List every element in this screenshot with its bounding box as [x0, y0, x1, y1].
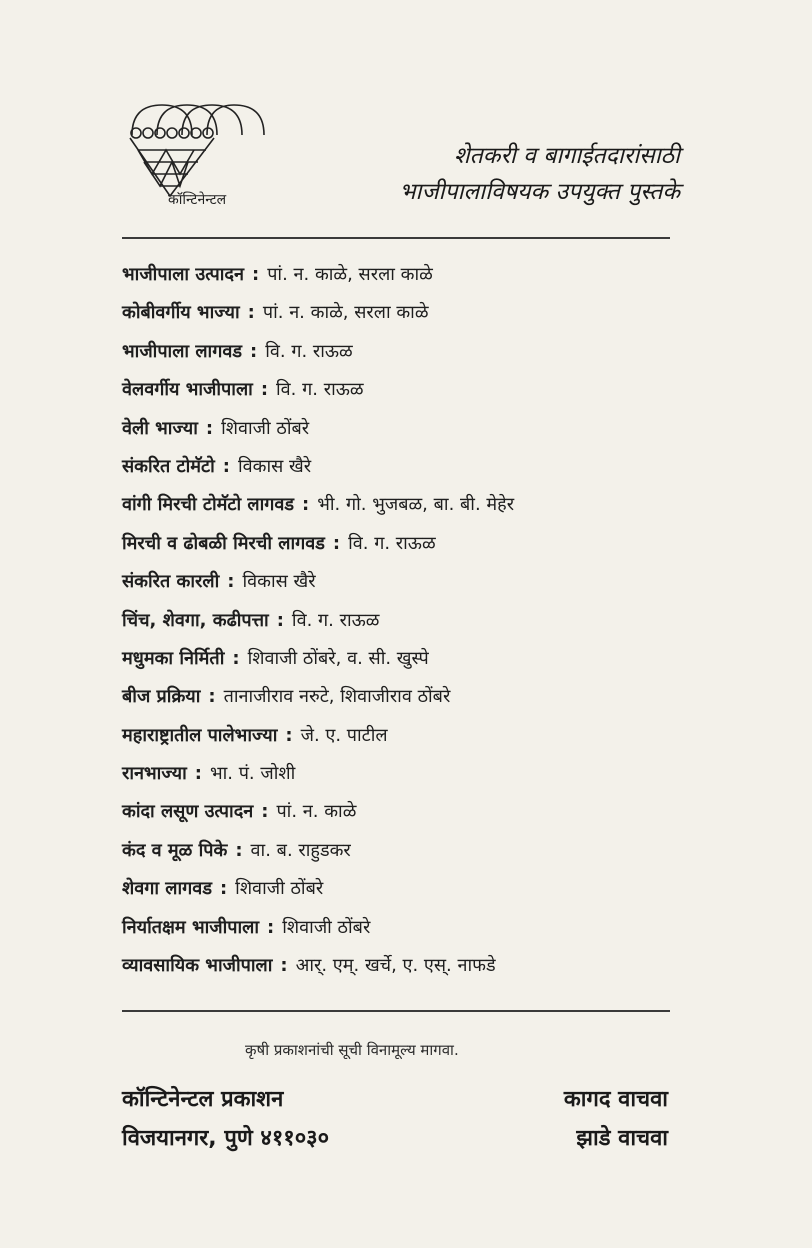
list-item	[122, 486, 682, 524]
book-author: आर्. एम्. खर्चे, ए. एस्. नाफडे	[295, 955, 496, 977]
heading-line-1: शेतकरी व बागाईतदारांसाठी	[454, 143, 680, 169]
book-author: वि. ग. राऊळ	[265, 340, 353, 362]
book-author: तानाजीराव नरुटे, शिवाजीराव ठोंबरे	[223, 686, 451, 708]
book-author: वा. ब. राहुडकर	[250, 839, 351, 861]
separator: :	[276, 609, 284, 631]
book-list	[122, 256, 682, 985]
list-item	[122, 717, 682, 755]
heading-line-2: भाजीपालाविषयक उपयुक्त पुस्तके	[399, 179, 680, 205]
book-title: वांगी मिरची टोमॅटो लागवड	[122, 494, 295, 516]
list-item	[122, 333, 682, 371]
book-title: मिरची व ढोबळी मिरची लागवड	[122, 532, 325, 554]
book-author: भा. पं. जोशी	[209, 763, 296, 785]
separator: :	[267, 916, 275, 938]
separator: :	[332, 532, 341, 554]
list-item	[122, 755, 682, 793]
book-title: व्यावसायिक भाजीपाला	[122, 955, 273, 977]
list-item	[122, 371, 682, 409]
separator: :	[250, 340, 258, 362]
list-item	[122, 678, 682, 716]
book-author: शिवाजी ठोंबरे, व. सी. खुस्पे	[247, 647, 429, 669]
book-title: कोबीवर्गीय भाज्या	[122, 302, 240, 324]
book-title: महाराष्ट्रातील पालेभाज्या	[122, 724, 278, 746]
book-author: विकास खैरे	[242, 571, 316, 593]
separator: :	[235, 839, 243, 861]
catalogue-note: कृषी प्रकाशनांची सूची विनामूल्य मागवा.	[245, 1041, 459, 1059]
list-item	[122, 793, 682, 831]
separator: :	[260, 379, 269, 401]
page-heading	[340, 138, 680, 210]
separator: :	[247, 302, 255, 324]
separator: :	[205, 417, 214, 439]
book-title: बीज प्रक्रिया	[122, 686, 201, 708]
book-author: वि. ग. राऊळ	[291, 609, 380, 631]
book-title: संकरित टोमॅटो	[122, 455, 215, 477]
list-item	[122, 410, 682, 448]
separator: :	[194, 763, 202, 785]
separator: :	[302, 494, 310, 516]
book-title: मधुमका निर्मिती	[122, 647, 225, 669]
book-title: रानभाज्या	[122, 763, 187, 785]
book-author: जे. ए. पाटील	[300, 724, 388, 746]
list-item	[122, 909, 682, 947]
separator: :	[251, 264, 260, 285]
book-title: संकरित कारली	[122, 571, 220, 593]
bottom-divider	[122, 1010, 670, 1012]
separator: :	[227, 571, 235, 593]
list-item	[122, 256, 682, 294]
book-author: पां. न. काळे, सरला काळे	[262, 302, 429, 324]
separator: :	[285, 724, 293, 746]
slogan-save-trees: झाडे वाचवा	[576, 1126, 668, 1151]
book-author: शिवाजी ठोंबरे	[235, 878, 324, 900]
separator: :	[232, 647, 240, 669]
list-item	[122, 563, 682, 601]
list-item	[122, 294, 682, 332]
book-author: शिवाजी ठोंबरे	[282, 916, 371, 938]
separator: :	[222, 455, 230, 477]
book-author: वि. ग. राऊळ	[348, 532, 436, 554]
book-title: भाजीपाला लागवड	[122, 340, 242, 362]
book-title: कांदा लसूण उत्पादन	[122, 801, 254, 823]
list-item	[122, 602, 682, 640]
book-title: निर्यातक्षम भाजीपाला	[122, 916, 260, 938]
list-item	[122, 947, 682, 985]
separator: :	[280, 955, 288, 977]
separator: :	[261, 801, 269, 823]
book-title: वेली भाज्या	[122, 417, 198, 439]
book-title: शेवगा लागवड	[122, 878, 212, 900]
list-item	[122, 525, 682, 563]
book-author: विकास खैरे	[237, 455, 312, 477]
list-item	[122, 448, 682, 486]
list-item	[122, 640, 682, 678]
book-author: पां. न. काळे	[276, 801, 357, 823]
separator: :	[219, 878, 228, 900]
book-author: भी. गो. भुजबळ, बा. बी. मेहेर	[317, 494, 515, 516]
publisher-name: कॉन्टिनेन्टल प्रकाशन	[122, 1087, 284, 1112]
book-title: भाजीपाला उत्पादन	[122, 264, 244, 285]
book-title: वेलवर्गीय भाजीपाला	[122, 379, 253, 401]
separator: :	[208, 686, 216, 708]
book-author: पां. न. काळे, सरला काळे	[267, 264, 433, 285]
book-title: चिंच, शेवगा, कढीपत्ता	[122, 609, 269, 631]
publisher-address: विजयानगर, पुणे ४११०३०	[122, 1126, 330, 1151]
list-item	[122, 870, 682, 908]
slogan-save-paper: कागद वाचवा	[563, 1087, 668, 1112]
logo-caption: कॉन्टिनेन्टल	[168, 192, 227, 208]
list-item	[122, 832, 682, 870]
book-title: कंद व मूळ पिके	[122, 839, 228, 861]
book-author: वि. ग. राऊळ	[276, 379, 364, 401]
top-divider	[122, 237, 670, 239]
book-author: शिवाजी ठोंबरे	[221, 417, 310, 439]
